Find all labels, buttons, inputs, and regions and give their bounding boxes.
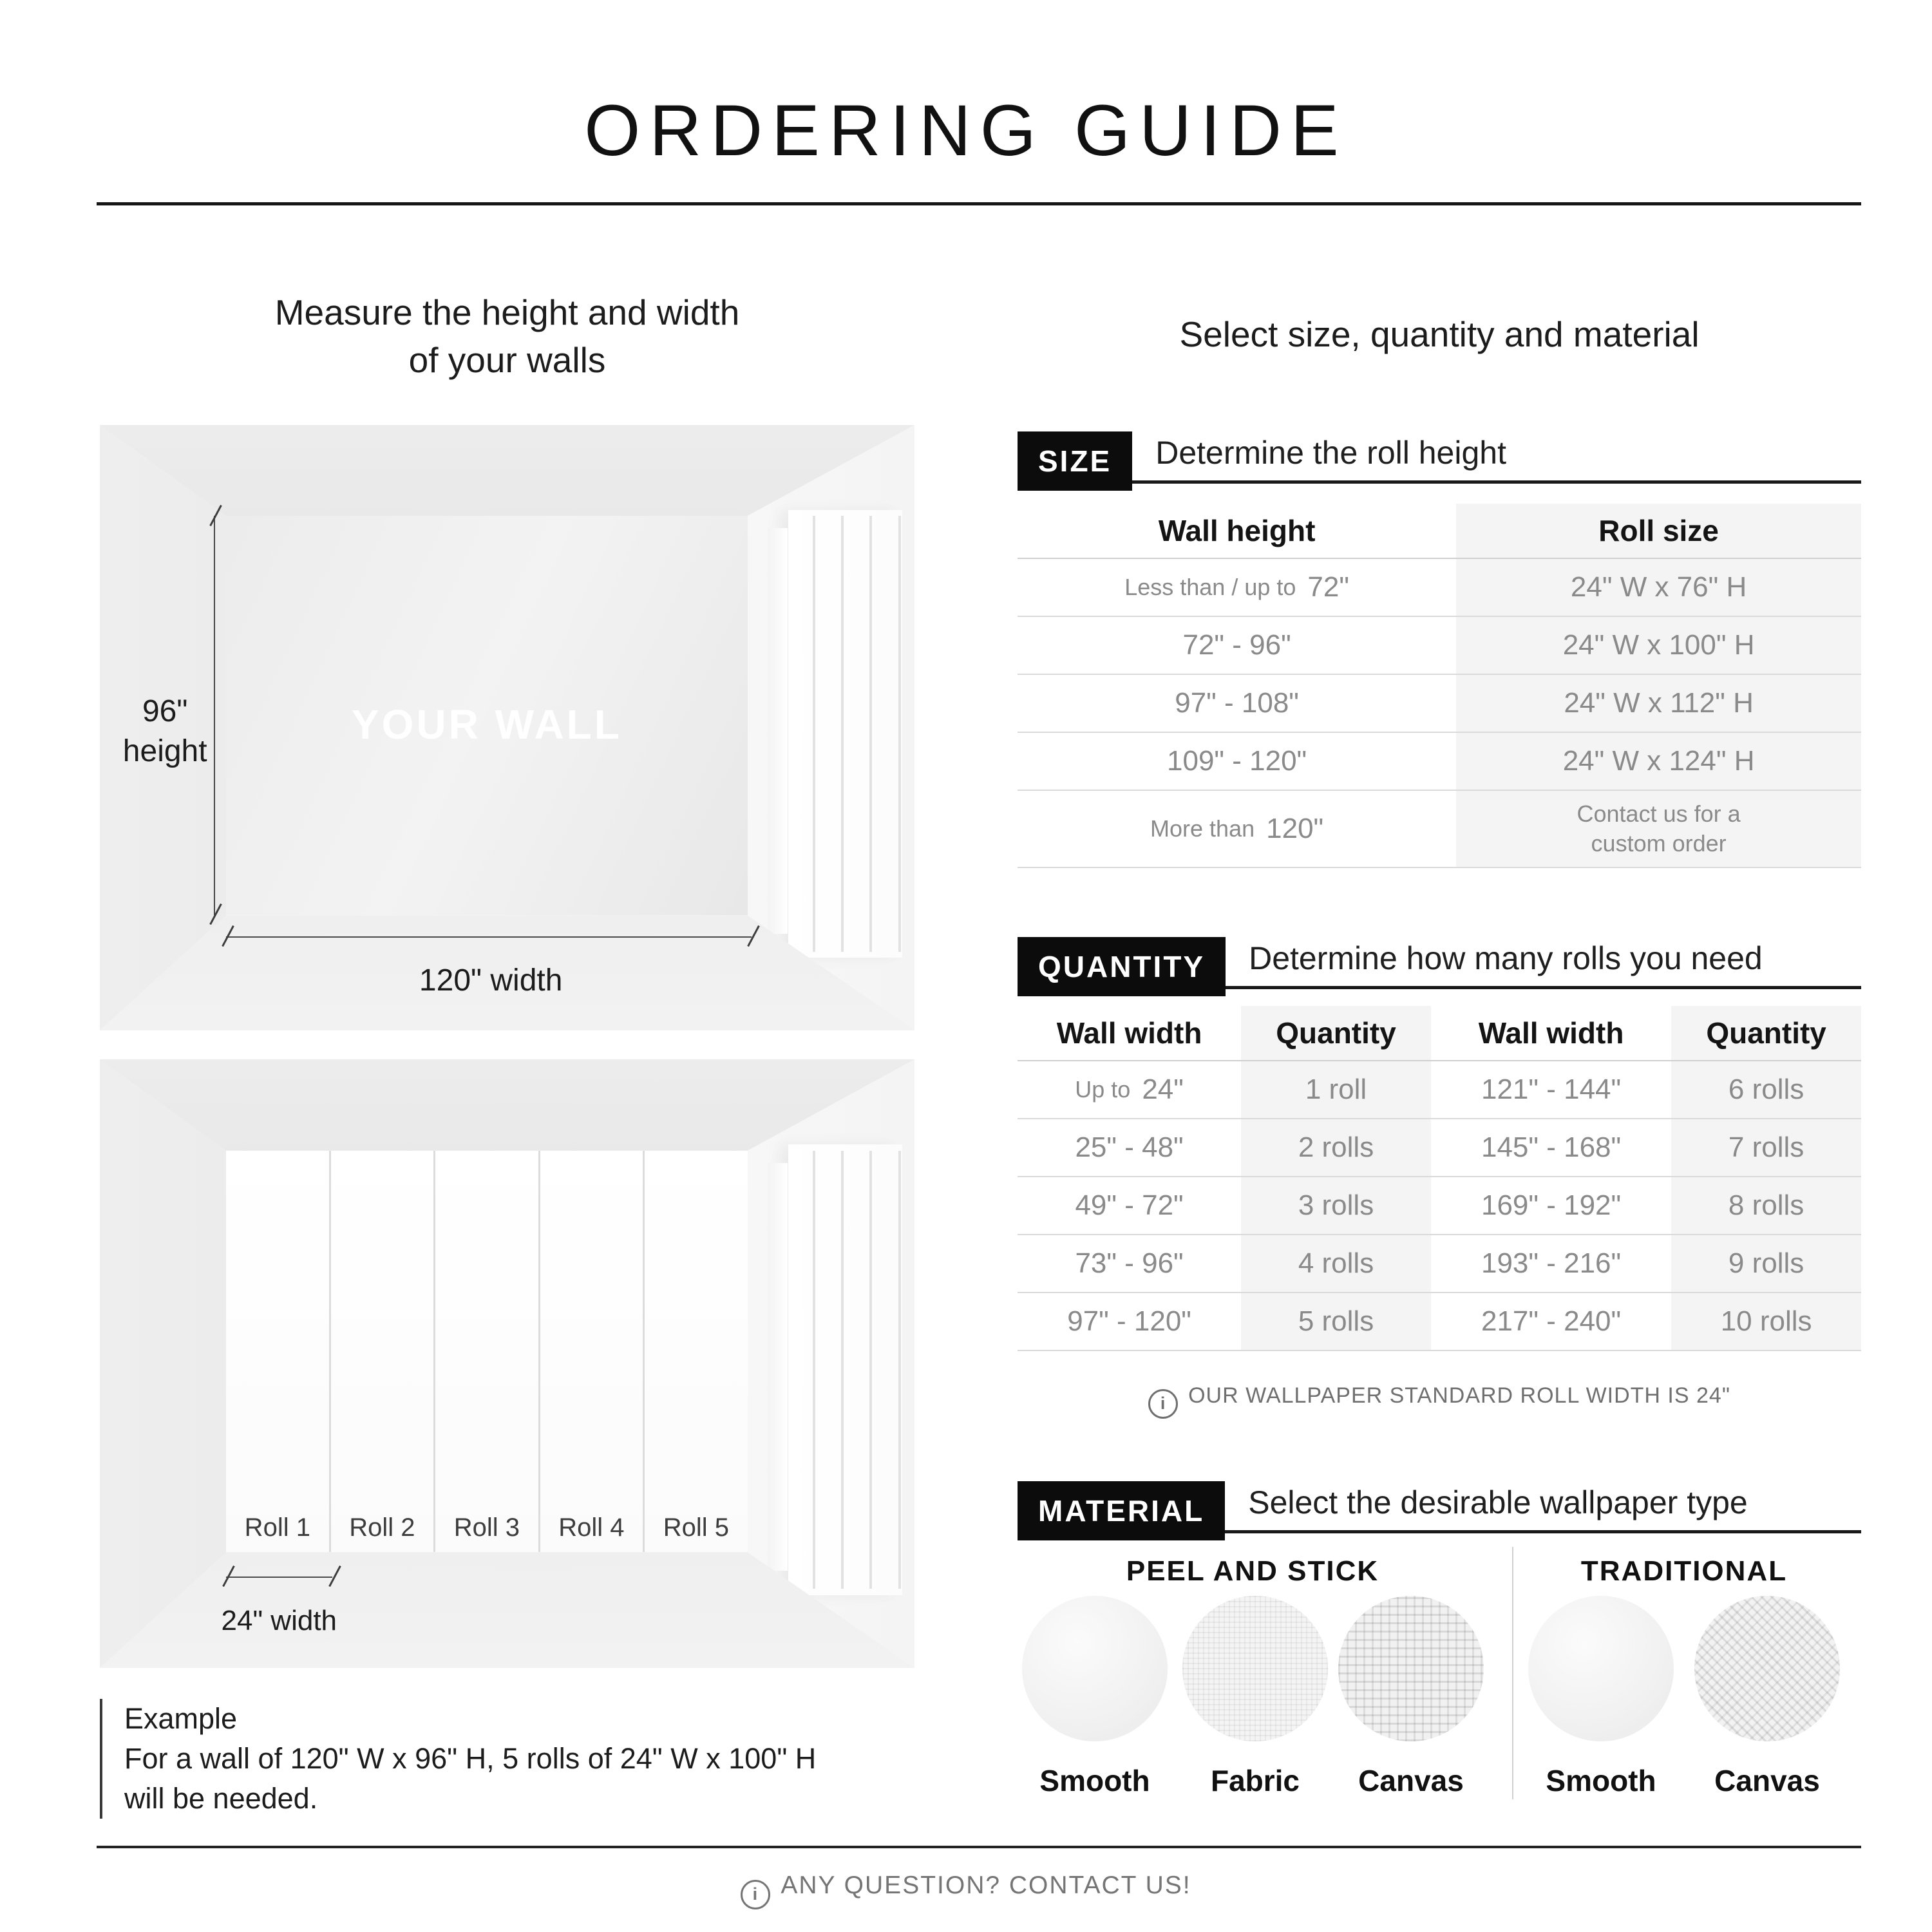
width-dimension-line <box>226 936 752 938</box>
your-wall-label: YOUR WALL <box>351 701 622 748</box>
roll-label: Roll 1 <box>244 1513 310 1542</box>
roll-size-value: 24" W x 112" H <box>1456 675 1861 732</box>
swatch-label: Fabric <box>1210 1764 1300 1797</box>
wall-height-value: 97" - 108" <box>1175 687 1299 719</box>
roll-label: Roll 2 <box>349 1513 415 1542</box>
quantity-value: 7 rolls <box>1671 1119 1861 1176</box>
material-tag: MATERIAL <box>1018 1481 1225 1540</box>
wall-height-prefix: Less than / up to <box>1124 574 1303 600</box>
material-section-header <box>1018 1475 1861 1533</box>
roll-label: Roll 4 <box>558 1513 625 1542</box>
window-frame <box>768 1163 787 1571</box>
roll-width-note <box>1018 1383 1861 1419</box>
roll-panel <box>540 1151 643 1553</box>
traditional-title: TRADITIONAL <box>1580 1555 1788 1587</box>
quantity-subtitle: Determine how many rolls you need <box>1249 940 1763 976</box>
wall-width-value: 217" - 240" <box>1481 1305 1622 1337</box>
wall-width-value: 25" - 48" <box>1075 1132 1184 1163</box>
info-icon <box>1148 1389 1178 1419</box>
quantity-value: 2 rolls <box>1241 1119 1431 1176</box>
roll-width-note-text: OUR WALLPAPER STANDARD ROLL WIDTH IS 24" <box>1188 1383 1730 1408</box>
quantity-value: 10 rolls <box>1671 1293 1861 1350</box>
window-mullion <box>813 516 815 952</box>
example-line1: For a wall of 120" W x 96" H, 5 rolls of 24" W x 100" H <box>124 1742 817 1775</box>
roll-width-label: 24" width <box>221 1605 337 1637</box>
quantity-value: 4 rolls <box>1241 1235 1431 1292</box>
window-mullion <box>869 516 872 952</box>
left-heading-line2: of your walls <box>408 340 606 380</box>
wall-width-value: 97" - 120" <box>1067 1305 1191 1337</box>
roll-label: Roll 5 <box>663 1513 730 1542</box>
room2-window <box>788 1144 902 1595</box>
roll-size-value: 24" W x 76" H <box>1456 559 1861 616</box>
qty-col-wall-width-2: Wall width <box>1478 1016 1624 1050</box>
width-dimension-label: 120" width <box>419 963 563 998</box>
footer-note <box>0 1871 1932 1909</box>
qty-col-wall-width-1: Wall width <box>1056 1016 1202 1050</box>
material-subtitle: Select the desirable wallpaper type <box>1248 1484 1748 1520</box>
window-mullion <box>841 516 844 952</box>
wall-width-prefix: Up to <box>1075 1076 1137 1103</box>
roll-size-value: 24" W x 124" H <box>1456 733 1861 790</box>
window-mullion <box>898 516 901 952</box>
quantity-value: 1 roll <box>1241 1061 1431 1118</box>
traditional-smooth-swatch <box>1528 1596 1674 1741</box>
swatch-label: Smooth <box>1039 1764 1150 1797</box>
size-table-header-row <box>1018 504 1861 559</box>
qty-col-quantity-2: Quantity <box>1671 1006 1861 1060</box>
size-table-row <box>1018 675 1861 733</box>
peel-fabric-swatch <box>1182 1596 1328 1741</box>
info-icon <box>741 1880 770 1909</box>
quantity-section-header <box>1018 931 1861 989</box>
traditional-canvas-swatch <box>1694 1596 1840 1741</box>
roll-panel <box>645 1151 748 1553</box>
size-table <box>1018 504 1861 868</box>
material-group-divider <box>1512 1547 1513 1799</box>
qty-col-quantity-1: Quantity <box>1241 1006 1431 1060</box>
window-frame <box>768 528 787 934</box>
wall-width-value: 73" - 96" <box>1075 1247 1184 1279</box>
wall-height-value: 72" - 96" <box>1182 629 1291 661</box>
wall-height-value: 72" <box>1307 571 1349 603</box>
size-section-header <box>1018 425 1861 484</box>
quantity-value: 8 rolls <box>1671 1177 1861 1234</box>
quantity-value: 3 rolls <box>1241 1177 1431 1234</box>
left-column-heading <box>100 289 914 384</box>
window-mullion <box>813 1151 815 1589</box>
swatch-label: Smooth <box>1546 1764 1656 1797</box>
height-word: height <box>122 734 207 768</box>
roll-size-line1: Contact us for a <box>1577 800 1741 827</box>
height-dimension-line <box>214 516 215 915</box>
roll-width-dimension-line <box>226 1577 332 1578</box>
roll-panel <box>435 1151 538 1553</box>
quantity-tag: QUANTITY <box>1018 937 1226 996</box>
quantity-table-row <box>1018 1061 1861 1119</box>
swatch-label: Canvas <box>1714 1764 1820 1797</box>
example-title: Example <box>124 1702 238 1735</box>
room-illustration-measure <box>100 425 914 1030</box>
size-subtitle: Determine the roll height <box>1155 435 1506 471</box>
room1-window <box>788 510 902 958</box>
height-dimension-label <box>116 692 214 772</box>
size-table-row <box>1018 559 1861 617</box>
quantity-value: 9 rolls <box>1671 1235 1861 1292</box>
size-col-roll-size: Roll size <box>1456 504 1861 558</box>
quantity-table-row <box>1018 1177 1861 1235</box>
quantity-table <box>1018 1006 1861 1351</box>
peel-smooth-swatch <box>1022 1596 1168 1741</box>
example-note <box>100 1699 816 1819</box>
wall-width-value: 145" - 168" <box>1481 1132 1622 1163</box>
wall-width-value: 121" - 144" <box>1481 1074 1622 1105</box>
wallpaper-roll-panels <box>226 1151 748 1553</box>
size-table-row <box>1018 733 1861 791</box>
window-mullion <box>869 1151 872 1589</box>
quantity-table-header-row <box>1018 1006 1861 1061</box>
wall-height-value: 120" <box>1266 813 1324 844</box>
wall-height-value: 109" - 120" <box>1167 745 1307 777</box>
wall-width-value: 169" - 192" <box>1481 1189 1622 1221</box>
window-mullion <box>898 1151 901 1589</box>
quantity-table-row <box>1018 1235 1861 1293</box>
roll-panel <box>331 1151 434 1553</box>
roll-size-line2: custom order <box>1591 830 1727 857</box>
roll-label: Roll 3 <box>453 1513 520 1542</box>
wall-width-value: 24" <box>1142 1074 1184 1105</box>
size-table-row <box>1018 791 1861 868</box>
left-heading-line1: Measure the height and width <box>274 292 740 332</box>
swatch-label: Canvas <box>1358 1764 1464 1797</box>
room-illustration-rolls <box>100 1059 914 1668</box>
quantity-value: 5 rolls <box>1241 1293 1431 1350</box>
wall-width-value: 193" - 216" <box>1481 1247 1622 1279</box>
footer-divider <box>97 1846 1861 1848</box>
footer-note-text: ANY QUESTION? CONTACT US! <box>781 1871 1191 1899</box>
peel-and-stick-title: PEEL AND STICK <box>1126 1555 1379 1587</box>
size-table-row <box>1018 617 1861 675</box>
roll-panel <box>226 1151 329 1553</box>
size-col-wall-height: Wall height <box>1158 514 1316 547</box>
quantity-value: 6 rolls <box>1671 1061 1861 1118</box>
page-title: ORDERING GUIDE <box>584 90 1348 171</box>
wall-width-value: 49" - 72" <box>1075 1189 1184 1221</box>
size-tag: SIZE <box>1018 431 1132 491</box>
roll-size-value: 24" W x 100" H <box>1456 617 1861 674</box>
quantity-table-row <box>1018 1119 1861 1177</box>
example-line2: will be needed. <box>124 1782 318 1815</box>
peel-canvas-swatch <box>1338 1596 1484 1741</box>
title-divider <box>97 202 1861 205</box>
window-mullion <box>841 1151 844 1589</box>
wall-height-prefix: More than <box>1150 815 1262 842</box>
height-value: 96" <box>142 694 188 728</box>
right-column-heading: Select size, quantity and material <box>1179 314 1700 354</box>
quantity-table-row <box>1018 1293 1861 1351</box>
